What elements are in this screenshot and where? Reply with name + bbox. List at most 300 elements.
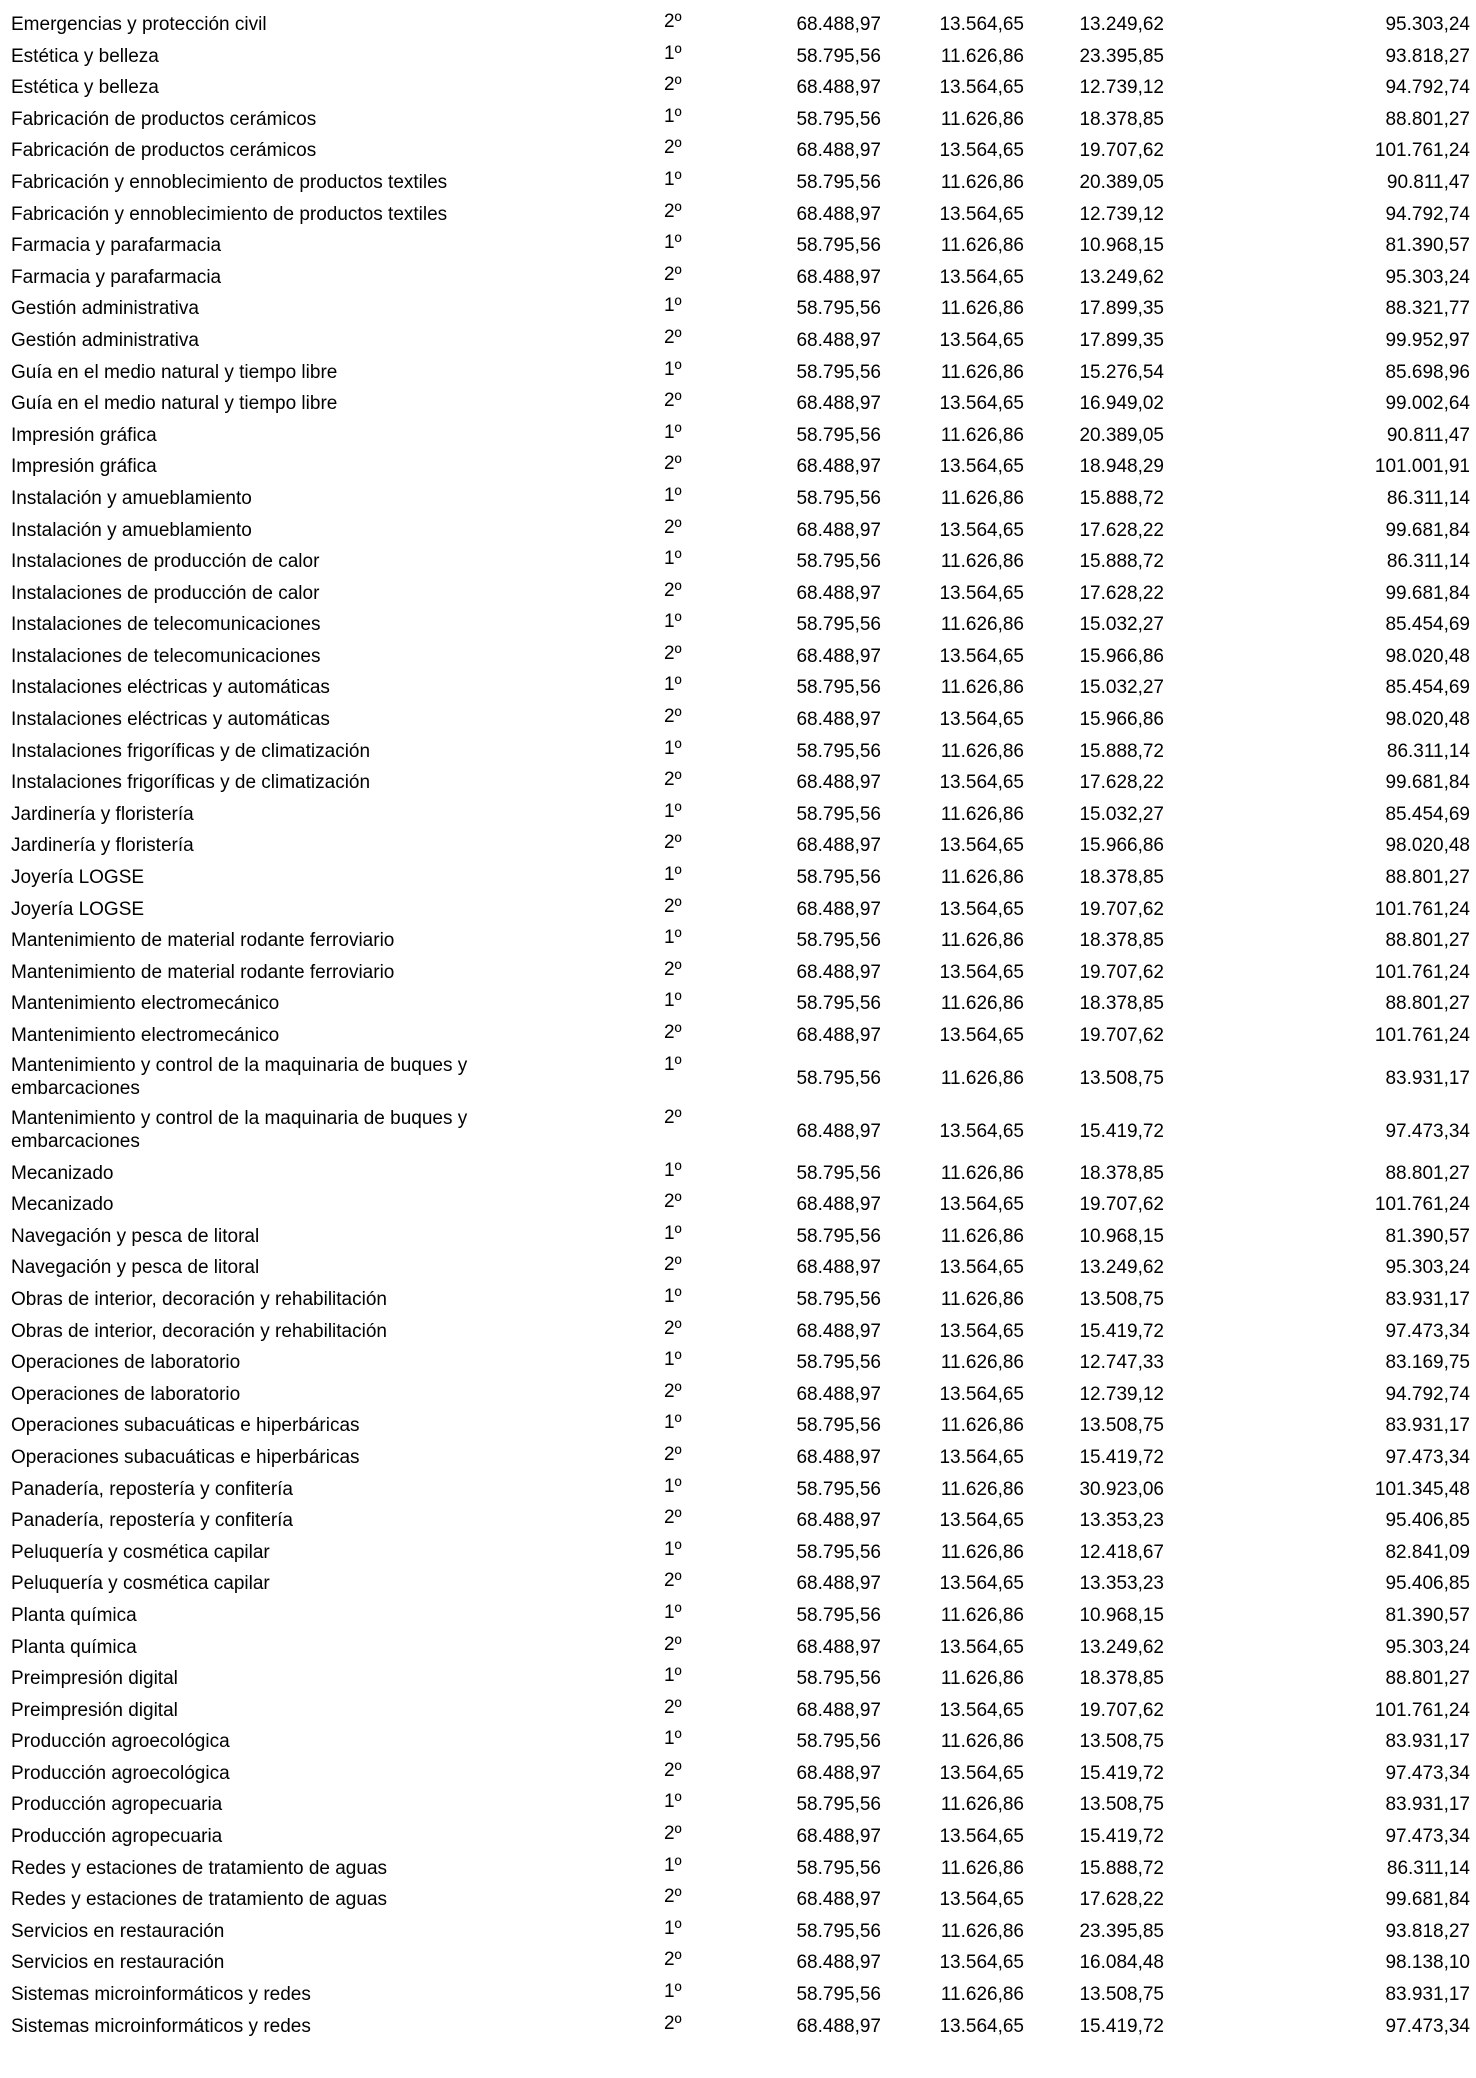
amount-2-cell: 13.564,65 xyxy=(939,266,1024,288)
cycle-name-cell: Producción agroecológica xyxy=(11,1731,230,1753)
amount-1-cell: 68.488,97 xyxy=(796,329,881,351)
amount-1-cell: 68.488,97 xyxy=(796,77,881,99)
amount-2-cell: 13.564,65 xyxy=(939,1826,1024,1848)
amount-3-cell: 20.389,05 xyxy=(1079,171,1164,193)
amount-3-cell: 12.739,12 xyxy=(1079,203,1164,225)
table-row xyxy=(0,1821,1476,1853)
total-cell: 97.473,34 xyxy=(1385,1320,1470,1342)
table-row xyxy=(0,1979,1476,2011)
cycle-name-cell: Obras de interior, decoración y rehabilitación xyxy=(11,1288,387,1310)
course-cell: 1º xyxy=(664,105,682,127)
amount-3-cell: 13.508,75 xyxy=(1079,1984,1164,2006)
cycle-name-cell: Navegación y pesca de litoral xyxy=(11,1257,260,1279)
total-cell: 86.311,14 xyxy=(1386,487,1470,509)
cycle-name-cell: Instalaciones de producción de calor xyxy=(11,582,320,604)
course-cell: 1º xyxy=(664,674,682,696)
amount-1-cell: 58.795,56 xyxy=(796,361,881,383)
amount-2-cell: 11.626,86 xyxy=(940,108,1024,130)
table-row xyxy=(0,357,1476,389)
total-cell: 97.473,34 xyxy=(1385,1446,1470,1468)
course-cell: 1º xyxy=(664,1538,682,1560)
amount-1-cell: 68.488,97 xyxy=(796,1025,881,1046)
amount-2-cell: 13.564,65 xyxy=(939,772,1024,794)
amount-3-cell: 13.249,62 xyxy=(1079,1636,1164,1658)
table-row xyxy=(0,388,1476,420)
table-row xyxy=(0,104,1476,136)
cycle-name-cell: Guía en el medio natural y tiempo libre xyxy=(11,393,338,415)
table-row xyxy=(0,988,1476,1020)
course-cell: 2º xyxy=(664,326,682,348)
amount-3-cell: 15.888,72 xyxy=(1079,551,1164,573)
cycle-name-cell: Fabricación y ennoblecimiento de productos textiles xyxy=(11,171,448,193)
cycle-name-cell: Peluquería y cosmética capilar xyxy=(11,1541,270,1563)
table-row xyxy=(0,1316,1476,1348)
table-row xyxy=(0,167,1476,199)
cycle-name-cell: Instalaciones de telecomunicaciones xyxy=(11,614,321,636)
amount-1-cell: 68.488,97 xyxy=(796,582,881,604)
cycle-name-cell: Panadería, repostería y confitería xyxy=(11,1478,293,1500)
amount-1-cell: 68.488,97 xyxy=(796,835,881,857)
cycle-name-cell: Mantenimiento electromecánico xyxy=(11,993,280,1015)
cycle-name-cell: Planta química xyxy=(11,1604,137,1626)
amount-2-cell: 11.626,86 xyxy=(940,361,1024,383)
amount-3-cell: 18.378,85 xyxy=(1079,993,1164,1015)
table-row xyxy=(0,1284,1476,1316)
cycle-name-cell: Producción agropecuaria xyxy=(11,1826,223,1848)
course-cell: 2º xyxy=(664,958,682,980)
amount-1-cell: 68.488,97 xyxy=(796,772,881,794)
amount-3-cell: 16.084,48 xyxy=(1079,1952,1164,1974)
amount-1-cell: 58.795,56 xyxy=(796,1288,881,1310)
amount-2-cell: 13.564,65 xyxy=(939,1446,1024,1468)
total-cell: 88.321,77 xyxy=(1385,298,1470,320)
amount-3-cell: 13.508,75 xyxy=(1079,1731,1164,1753)
amount-1-cell: 58.795,56 xyxy=(796,1225,881,1247)
amount-1-cell: 68.488,97 xyxy=(796,1257,881,1279)
cycle-name-cell: Guía en el medio natural y tiempo libre xyxy=(11,361,338,383)
amount-2-cell: 13.564,65 xyxy=(939,203,1024,225)
course-cell: 1º xyxy=(664,1285,682,1307)
amount-1-cell: 58.795,56 xyxy=(796,1731,881,1753)
table-row xyxy=(0,862,1476,894)
table-row xyxy=(0,72,1476,104)
amount-3-cell: 19.707,62 xyxy=(1079,1194,1164,1216)
course-cell: 2º xyxy=(664,1443,682,1465)
total-cell: 81.390,57 xyxy=(1385,235,1470,257)
amount-1-cell: 58.795,56 xyxy=(796,298,881,320)
amount-2-cell: 11.626,86 xyxy=(940,1352,1024,1374)
total-cell: 83.169,75 xyxy=(1385,1352,1470,1374)
total-cell: 81.390,57 xyxy=(1385,1604,1470,1626)
amount-3-cell: 12.747,33 xyxy=(1079,1352,1164,1374)
amount-2-cell: 13.564,65 xyxy=(939,1699,1024,1721)
amount-2-cell: 11.626,86 xyxy=(940,1794,1024,1816)
course-cell: 1º xyxy=(664,1159,682,1181)
amount-2-cell: 11.626,86 xyxy=(940,1415,1024,1437)
amount-2-cell: 11.626,86 xyxy=(940,993,1024,1015)
amount-2-cell: 13.564,65 xyxy=(939,14,1024,35)
cycle-name-cell: Operaciones subacuáticas e hiperbáricas xyxy=(11,1415,360,1437)
table-row xyxy=(0,1600,1476,1632)
amount-1-cell: 58.795,56 xyxy=(796,1984,881,2006)
cycle-name-cell: Farmacia y parafarmacia xyxy=(11,266,222,288)
course-cell: 2º xyxy=(664,1317,682,1339)
table-row xyxy=(0,672,1476,704)
total-cell: 95.303,24 xyxy=(1385,1636,1470,1658)
course-cell: 1º xyxy=(664,1412,682,1434)
amount-1-cell: 68.488,97 xyxy=(796,1889,881,1911)
amount-3-cell: 19.707,62 xyxy=(1079,1025,1164,1046)
table-row xyxy=(0,135,1476,167)
amount-3-cell: 20.389,05 xyxy=(1079,424,1164,446)
amount-2-cell: 11.626,86 xyxy=(940,171,1024,193)
total-cell: 88.801,27 xyxy=(1385,1668,1470,1690)
amount-3-cell: 15.032,27 xyxy=(1079,614,1164,636)
amount-3-cell: 18.948,29 xyxy=(1079,456,1164,478)
table-row xyxy=(0,641,1476,673)
amount-1-cell: 58.795,56 xyxy=(796,424,881,446)
amount-3-cell: 15.032,27 xyxy=(1079,677,1164,699)
cycle-name-cell: Instalaciones eléctricas y automáticas xyxy=(11,709,330,731)
cycle-name-cell: Estética y belleza xyxy=(11,45,159,67)
amount-3-cell: 15.419,72 xyxy=(1079,2015,1164,2037)
amount-1-cell: 68.488,97 xyxy=(796,898,881,920)
total-cell: 101.761,24 xyxy=(1374,1194,1470,1216)
cycle-name-cell: Mecanizado xyxy=(11,1162,114,1184)
amount-1-cell: 68.488,97 xyxy=(796,266,881,288)
amount-1-cell: 68.488,97 xyxy=(796,2015,881,2037)
table-row xyxy=(0,1726,1476,1758)
amount-3-cell: 16.949,02 xyxy=(1079,393,1164,415)
course-cell: 2º xyxy=(664,1254,682,1276)
amount-2-cell: 13.564,65 xyxy=(939,77,1024,99)
total-cell: 99.681,84 xyxy=(1385,1889,1470,1911)
amount-1-cell: 68.488,97 xyxy=(796,203,881,225)
total-cell: 99.681,84 xyxy=(1385,582,1470,604)
total-cell: 99.002,64 xyxy=(1385,393,1470,415)
course-cell: 1º xyxy=(664,1854,682,1876)
total-cell: 98.020,48 xyxy=(1385,835,1470,857)
amount-2-cell: 13.564,65 xyxy=(939,2015,1024,2037)
course-cell: 1º xyxy=(664,358,682,380)
amount-1-cell: 68.488,97 xyxy=(796,709,881,731)
total-cell: 83.931,17 xyxy=(1385,1984,1470,2006)
amount-2-cell: 11.626,86 xyxy=(940,803,1024,825)
table-row xyxy=(0,1632,1476,1664)
total-cell: 90.811,47 xyxy=(1386,424,1470,446)
amount-2-cell: 11.626,86 xyxy=(940,930,1024,952)
total-cell: 97.473,34 xyxy=(1385,1762,1470,1784)
cycle-name-cell: Instalación y amueblamiento xyxy=(11,519,252,541)
amount-2-cell: 11.626,86 xyxy=(940,1731,1024,1753)
table-row xyxy=(0,1474,1476,1506)
amount-1-cell: 58.795,56 xyxy=(796,1920,881,1942)
course-cell: 1º xyxy=(664,737,682,759)
cycle-name-cell: Sistemas microinformáticos y redes xyxy=(11,2015,311,2037)
amount-3-cell: 13.249,62 xyxy=(1079,1257,1164,1279)
cycle-name-cell: Impresión gráfica xyxy=(11,456,157,478)
amount-2-cell: 11.626,86 xyxy=(940,867,1024,889)
course-cell: 1º xyxy=(664,1665,682,1687)
total-cell: 83.931,17 xyxy=(1385,1731,1470,1753)
amount-1-cell: 58.795,56 xyxy=(796,171,881,193)
amount-1-cell: 68.488,97 xyxy=(796,961,881,983)
amount-2-cell: 13.564,65 xyxy=(939,393,1024,415)
total-cell: 99.681,84 xyxy=(1385,772,1470,794)
amount-3-cell: 23.395,85 xyxy=(1079,1920,1164,1942)
amount-3-cell: 18.378,85 xyxy=(1079,867,1164,889)
amount-2-cell: 13.564,65 xyxy=(939,1762,1024,1784)
course-cell: 2º xyxy=(664,1949,682,1971)
amount-1-cell: 58.795,56 xyxy=(796,677,881,699)
total-cell: 101.761,24 xyxy=(1374,140,1470,162)
amount-1-cell: 68.488,97 xyxy=(796,393,881,415)
cycle-name-cell: Jardinería y floristería xyxy=(11,835,194,857)
table-row xyxy=(0,483,1476,515)
table-row xyxy=(0,420,1476,452)
amount-1-cell: 68.488,97 xyxy=(796,519,881,541)
total-cell: 88.801,27 xyxy=(1385,867,1470,889)
amount-3-cell: 15.966,86 xyxy=(1079,835,1164,857)
course-cell: 1º xyxy=(664,1917,682,1939)
amount-2-cell: 11.626,86 xyxy=(940,424,1024,446)
cycle-name-cell: Emergencias y protección civil xyxy=(11,14,267,35)
total-cell: 101.001,91 xyxy=(1374,456,1470,478)
course-cell: 1º xyxy=(664,1222,682,1244)
cycle-name-cell: Jardinería y floristería xyxy=(11,803,194,825)
amount-3-cell: 15.276,54 xyxy=(1079,361,1164,383)
cycle-name-cell: Peluquería y cosmética capilar xyxy=(11,1573,270,1595)
amount-2-cell: 13.564,65 xyxy=(939,582,1024,604)
total-cell: 101.345,48 xyxy=(1374,1478,1470,1500)
amount-2-cell: 13.564,65 xyxy=(939,1510,1024,1532)
amount-3-cell: 10.968,15 xyxy=(1079,1604,1164,1626)
table-row xyxy=(0,199,1476,231)
table-row xyxy=(0,1105,1476,1158)
amount-3-cell: 12.739,12 xyxy=(1079,1383,1164,1405)
course-cell: 2º xyxy=(664,1759,682,1781)
table-row xyxy=(0,704,1476,736)
course-cell: 2º xyxy=(664,1823,682,1845)
amount-2-cell: 13.564,65 xyxy=(939,456,1024,478)
amount-3-cell: 15.419,72 xyxy=(1079,1826,1164,1848)
table-row xyxy=(0,1537,1476,1569)
table-row xyxy=(0,1884,1476,1916)
course-cell: 2º xyxy=(664,1507,682,1529)
total-cell: 94.792,74 xyxy=(1385,1383,1470,1405)
cycle-name-cell: Instalaciones de telecomunicaciones xyxy=(11,645,321,667)
cycle-name-cell: Mantenimiento de material rodante ferroviario xyxy=(11,930,395,952)
amount-3-cell: 19.707,62 xyxy=(1079,140,1164,162)
amount-1-cell: 58.795,56 xyxy=(796,108,881,130)
amount-2-cell: 13.564,65 xyxy=(939,961,1024,983)
cycle-name-cell: Mantenimiento de material rodante ferroviario xyxy=(11,961,395,983)
amount-2-cell: 11.626,86 xyxy=(940,1162,1024,1184)
table-row xyxy=(0,325,1476,357)
total-cell: 88.801,27 xyxy=(1385,930,1470,952)
table-row xyxy=(0,1158,1476,1190)
amount-1-cell: 58.795,56 xyxy=(796,614,881,636)
course-cell: 2º xyxy=(664,895,682,917)
cycle-name-cell: Joyería LOGSE xyxy=(11,898,145,920)
amount-1-cell: 58.795,56 xyxy=(796,803,881,825)
course-cell: 1º xyxy=(664,864,682,886)
table-row xyxy=(0,1020,1476,1052)
course-cell: 2º xyxy=(664,1380,682,1402)
total-cell: 85.454,69 xyxy=(1385,803,1470,825)
amount-3-cell: 30.923,06 xyxy=(1079,1478,1164,1500)
amount-2-cell: 11.626,86 xyxy=(940,1067,1024,1089)
amount-1-cell: 58.795,56 xyxy=(796,487,881,509)
amount-1-cell: 58.795,56 xyxy=(796,867,881,889)
total-cell: 101.761,24 xyxy=(1374,1025,1470,1046)
course-cell: 1º xyxy=(664,1349,682,1371)
table-row xyxy=(0,767,1476,799)
amount-2-cell: 11.626,86 xyxy=(940,1604,1024,1626)
amount-1-cell: 68.488,97 xyxy=(796,1952,881,1974)
table-row xyxy=(0,1916,1476,1948)
amount-3-cell: 13.353,23 xyxy=(1079,1573,1164,1595)
table-row xyxy=(0,1442,1476,1474)
course-cell: 2º xyxy=(664,516,682,538)
course-cell: 1º xyxy=(664,1791,682,1813)
total-cell: 97.473,34 xyxy=(1385,1120,1470,1142)
amount-3-cell: 15.419,72 xyxy=(1079,1762,1164,1784)
total-cell: 83.931,17 xyxy=(1385,1415,1470,1437)
course-cell: 2º xyxy=(664,1570,682,1592)
amount-3-cell: 17.628,22 xyxy=(1079,519,1164,541)
cycle-name-cell: Instalaciones de producción de calor xyxy=(11,551,320,573)
total-cell: 98.020,48 xyxy=(1385,645,1470,667)
total-cell: 94.792,74 xyxy=(1385,77,1470,99)
amount-3-cell: 15.419,72 xyxy=(1079,1120,1164,1142)
total-cell: 85.454,69 xyxy=(1385,677,1470,699)
cycle-name-cell: Operaciones de laboratorio xyxy=(11,1352,241,1374)
course-cell: 1º xyxy=(664,232,682,254)
amount-1-cell: 58.795,56 xyxy=(796,1162,881,1184)
table-row xyxy=(0,1410,1476,1442)
total-cell: 83.931,17 xyxy=(1385,1288,1470,1310)
amount-3-cell: 18.378,85 xyxy=(1079,108,1164,130)
amount-3-cell: 17.899,35 xyxy=(1079,298,1164,320)
total-cell: 101.761,24 xyxy=(1374,898,1470,920)
table-row xyxy=(0,1947,1476,1979)
amount-1-cell: 58.795,56 xyxy=(796,1541,881,1563)
cycle-name-cell: Mecanizado xyxy=(11,1194,114,1216)
table-row xyxy=(0,262,1476,294)
amount-1-cell: 68.488,97 xyxy=(796,1699,881,1721)
course-cell: 1º xyxy=(664,990,682,1012)
amount-2-cell: 13.564,65 xyxy=(939,1194,1024,1216)
amount-1-cell: 68.488,97 xyxy=(796,1320,881,1342)
course-cell: 2º xyxy=(664,832,682,854)
amount-1-cell: 58.795,56 xyxy=(796,1794,881,1816)
total-cell: 86.311,14 xyxy=(1386,551,1470,573)
course-cell: 1º xyxy=(664,548,682,570)
course-cell: 2º xyxy=(664,1696,682,1718)
total-cell: 85.698,96 xyxy=(1385,361,1470,383)
amount-2-cell: 13.564,65 xyxy=(939,645,1024,667)
cycle-name-cell: Obras de interior, decoración y rehabilitación xyxy=(11,1320,387,1342)
amount-3-cell: 23.395,85 xyxy=(1079,45,1164,67)
course-cell: 2º xyxy=(664,263,682,285)
amount-3-cell: 13.508,75 xyxy=(1079,1415,1164,1437)
cycle-name-cell: Operaciones subacuáticas e hiperbáricas xyxy=(11,1446,360,1468)
amount-3-cell: 10.968,15 xyxy=(1079,1225,1164,1247)
table-row xyxy=(0,1789,1476,1821)
cycle-name-cell: Instalaciones frigoríficas y de climatización xyxy=(11,772,371,794)
amount-3-cell: 13.249,62 xyxy=(1079,266,1164,288)
total-cell: 99.681,84 xyxy=(1385,519,1470,541)
table-row xyxy=(0,736,1476,768)
course-cell: 1º xyxy=(664,1475,682,1497)
amount-1-cell: 68.488,97 xyxy=(796,14,881,35)
course-cell: 2º xyxy=(664,1886,682,1908)
amount-1-cell: 68.488,97 xyxy=(796,645,881,667)
amount-3-cell: 17.628,22 xyxy=(1079,772,1164,794)
course-cell: 2º xyxy=(664,579,682,601)
cycle-name-cell: Instalación y amueblamiento xyxy=(11,487,252,509)
amount-2-cell: 13.564,65 xyxy=(939,1636,1024,1658)
cycle-name-cell: Impresión gráfica xyxy=(11,424,157,446)
cycle-name-cell: Fabricación de productos cerámicos xyxy=(11,140,317,162)
amount-2-cell: 13.564,65 xyxy=(939,1573,1024,1595)
amount-2-cell: 11.626,86 xyxy=(940,1225,1024,1247)
cycle-name-cell: Instalaciones eléctricas y automáticas xyxy=(11,677,330,699)
course-cell: 2º xyxy=(664,11,682,32)
total-cell: 86.311,14 xyxy=(1386,740,1470,762)
amount-1-cell: 58.795,56 xyxy=(796,740,881,762)
amount-1-cell: 68.488,97 xyxy=(796,1573,881,1595)
amount-1-cell: 68.488,97 xyxy=(796,1194,881,1216)
course-cell: 1º xyxy=(664,1053,682,1075)
amount-2-cell: 13.564,65 xyxy=(939,329,1024,351)
cycle-name-cell: Sistemas microinformáticos y redes xyxy=(11,1984,311,2006)
amount-2-cell: 13.564,65 xyxy=(939,898,1024,920)
amount-3-cell: 17.899,35 xyxy=(1079,329,1164,351)
course-cell: 1º xyxy=(664,1981,682,2003)
cycle-name-cell: Mantenimiento y control de la maquinaria de buques y embarcaciones xyxy=(11,1054,468,1099)
course-cell: 2º xyxy=(664,390,682,412)
cycle-name-cell: Producción agroecológica xyxy=(11,1762,230,1784)
amount-1-cell: 68.488,97 xyxy=(796,1636,881,1658)
cycle-name-cell: Operaciones de laboratorio xyxy=(11,1383,241,1405)
course-cell: 2º xyxy=(664,2012,682,2034)
course-cell: 1º xyxy=(664,42,682,64)
amount-1-cell: 58.795,56 xyxy=(796,1478,881,1500)
course-cell: 2º xyxy=(664,1022,682,1043)
course-cell: 2º xyxy=(664,1106,682,1128)
cycle-name-cell: Planta química xyxy=(11,1636,137,1658)
cycle-name-cell: Fabricación y ennoblecimiento de productos textiles xyxy=(11,203,448,225)
table-row xyxy=(0,578,1476,610)
table-row xyxy=(0,1663,1476,1695)
amount-1-cell: 68.488,97 xyxy=(796,1446,881,1468)
course-cell: 2º xyxy=(664,453,682,475)
amount-2-cell: 13.564,65 xyxy=(939,1257,1024,1279)
table-row xyxy=(0,1758,1476,1790)
amount-1-cell: 58.795,56 xyxy=(796,1352,881,1374)
amount-3-cell: 18.378,85 xyxy=(1079,1668,1164,1690)
table-row xyxy=(0,894,1476,926)
amount-3-cell: 13.353,23 xyxy=(1079,1510,1164,1532)
course-cell: 1º xyxy=(664,295,682,317)
total-cell: 93.818,27 xyxy=(1385,45,1470,67)
table-row xyxy=(0,830,1476,862)
amount-3-cell: 13.508,75 xyxy=(1079,1288,1164,1310)
amount-1-cell: 58.795,56 xyxy=(796,930,881,952)
table-row xyxy=(0,2011,1476,2043)
